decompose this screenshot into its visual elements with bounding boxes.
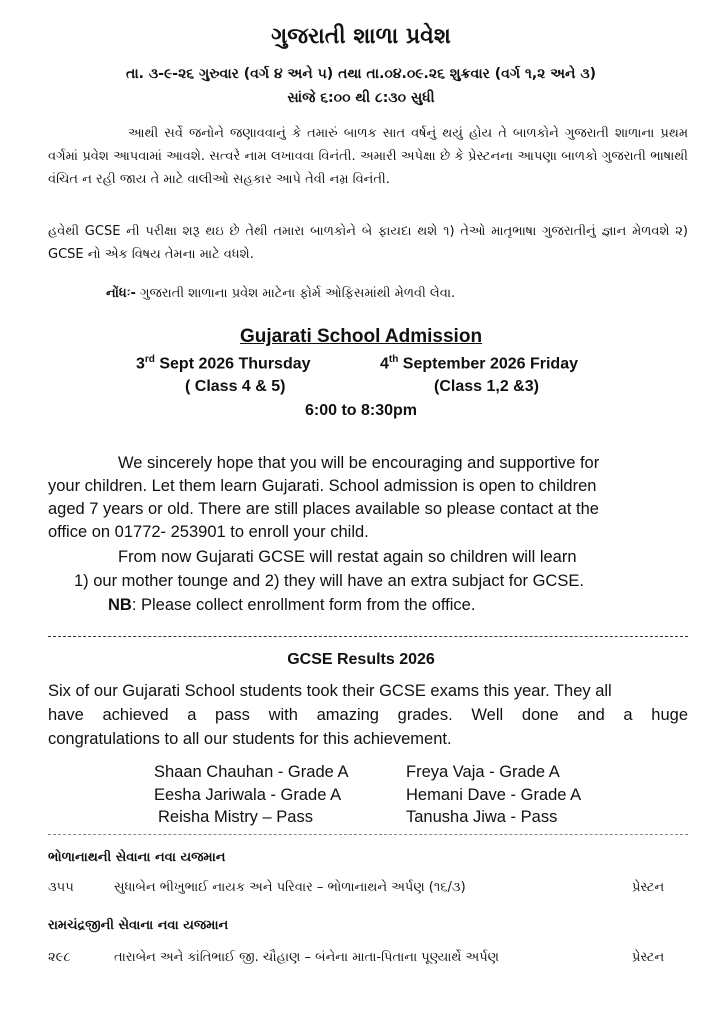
result-left-3: Reisha Mistry – Pass xyxy=(158,808,313,826)
english-time: 6:00 to 8:30pm xyxy=(304,402,418,419)
gujarati-time-line: સાંજે ૬:૦૦ થી ૮:૩૦ સુધી xyxy=(287,90,435,106)
gcse-line-3: congratulations to all our students for this achievement. xyxy=(48,730,452,748)
date-1-rest: Sept 2026 Thursday xyxy=(154,355,311,373)
gujarati-paragraph-1: આથી સર્વે જનોને જણાવવાનું કે તમારું બાળક સાત વર્ષનું થયું હોય તે બાળકોને ગુજરાતી શાળાના પ્રથમ વર્ગમાં પ્રવેશ આપવામાં આવશે. સત્વરે નામ લખાવવા વિનંતી. અમારી અપેક્ષા છે કે પ્રેસ્ટનના આપણા બાળકો ગુજરાતી ભાષાથી વંચિત ન રહી જાય તે માટે વાલીઓ સહકાર આપે તેવી નમ્ર વિનંતી. xyxy=(48,126,688,187)
sponsor-row-2-text: તારાબેન અને કાંતિભાઈ જી. ચૌહાણ – બંનેના માતા-પિતાના પૂણ્યાર્થે અર્પણ xyxy=(114,950,499,965)
sponsor-section-1-title: ભોળાનાથની સેવાના નવા યજમાન xyxy=(48,850,226,865)
english-para-1-line-2: your children. Let them learn Gujarati. School admission is open to children xyxy=(48,477,597,495)
result-left-1: Shaan Chauhan - Grade A xyxy=(154,763,349,781)
nb-label: NB xyxy=(108,596,132,614)
english-date-1 xyxy=(136,354,311,373)
sponsor-section-2-title: રામચંદ્રજીની સેવાના નવા યજમાન xyxy=(48,918,229,933)
english-heading: Gujarati School Admission xyxy=(239,326,483,347)
english-para-1-line-4: office on 01772- 253901 to enroll your child. xyxy=(48,523,369,541)
date-2-rest: September 2026 Friday xyxy=(398,355,578,373)
english-para-1-line-3: aged 7 years or old. There are still places available so please contact at the xyxy=(48,500,599,518)
gujarati-note-label: નોંધઃ- xyxy=(106,286,136,301)
gujarati-title: ગુજરાતી શાળા પ્રવેશ xyxy=(271,24,451,49)
english-para-2-line-1: From now Gujarati GCSE will restat again so children will learn xyxy=(118,548,577,566)
english-class-2: (Class 1,2 &3) xyxy=(434,378,539,395)
sponsor-row-2-place: પ્રેસ્ટન xyxy=(632,950,665,965)
english-date-2 xyxy=(380,354,578,373)
result-right-1: Freya Vaja - Grade A xyxy=(406,763,560,781)
english-para-1-line-1: We sincerely hope that you will be encouraging and supportive for xyxy=(118,454,600,472)
date-1-day: 3 xyxy=(136,355,145,373)
sponsor-row-1-place: પ્રેસ્ટન xyxy=(632,880,665,895)
date-1-suffix: rd xyxy=(144,354,155,365)
gujarati-paragraph-2: હવેથી GCSE ની પરીક્ષા શરૂ થઇ છે તેથી તમારા બાળકોને બે ફાયદા થશે ૧) તેઓ માતૃભાષા ગુજરાતીનું જ્ઞાન મેળવશે ૨) GCSE નો એક વિષય તેમના માટે વધશે. xyxy=(48,224,688,262)
gcse-heading: GCSE Results 2026 xyxy=(287,651,435,668)
sponsor-row-2-amount: ૨૯૮ xyxy=(48,950,71,965)
english-para-2-line-2: 1) our mother tounge and 2) they will have an extra subjact for GCSE. xyxy=(74,572,584,590)
gujarati-note xyxy=(106,286,455,301)
gcse-line-2: have achieved a pass with amazing grades. Well done and a huge xyxy=(48,706,688,724)
section-divider xyxy=(48,636,688,637)
result-left-2: Eesha Jariwala - Grade A xyxy=(154,786,342,804)
nb-text: : Please collect enrollment form from the office. xyxy=(131,596,476,614)
sponsor-row-1-text: સુધાબેન ભીખુભાઈ નાયક અને પરિવાર – ભોળાનાથને અર્પણ (૧૬/૩) xyxy=(114,880,466,895)
result-right-3: Tanusha Jiwa - Pass xyxy=(406,808,558,826)
gujarati-dates-line: તા. ૩-૯-૨૬ ગુરુવાર (વર્ગ ૪ અને ૫) તથા તા.૦૪.૦૯.૨૬ શુક્રવાર (વર્ગ ૧,૨ અને ૩) xyxy=(125,66,597,82)
gujarati-note-text: ગુજરાતી શાળાના પ્રવેશ માટેના ફોર્મ ઓફિસમાંથી મેળવી લેવા. xyxy=(140,286,456,301)
sponsor-row-1-amount: ૩૫૫ xyxy=(48,880,74,895)
section-divider-2 xyxy=(48,834,688,835)
english-class-1: ( Class 4 & 5) xyxy=(185,378,286,395)
english-nb xyxy=(108,594,475,617)
result-right-2: Hemani Dave - Grade A xyxy=(406,786,582,804)
date-2-suffix: th xyxy=(388,354,399,365)
date-2-day: 4 xyxy=(380,355,389,373)
gcse-line-1: Six of our Gujarati School students took their GCSE exams this year. They all xyxy=(48,682,612,700)
